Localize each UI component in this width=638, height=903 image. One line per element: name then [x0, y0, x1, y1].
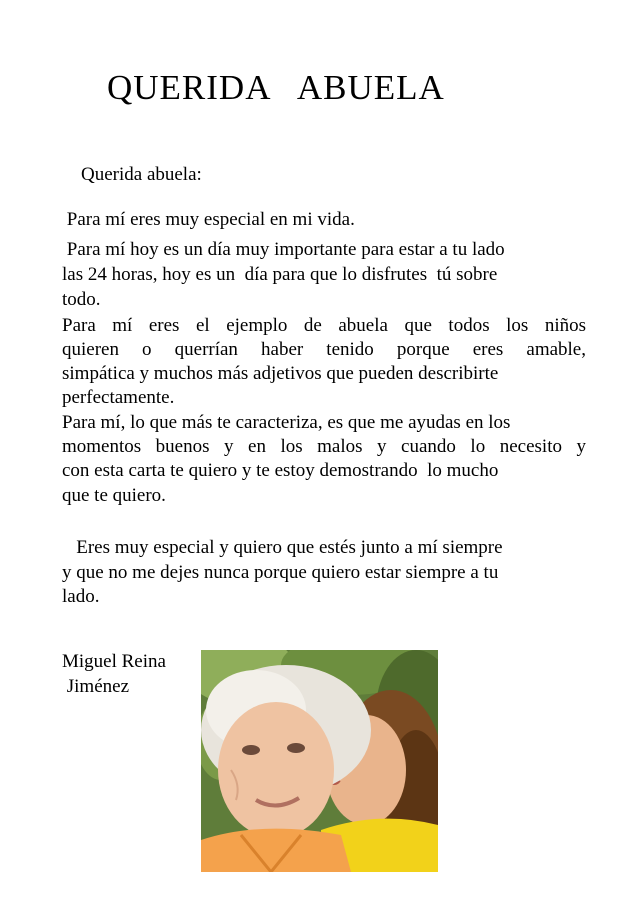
- signature-line-2: Jiménez: [62, 676, 130, 697]
- body-line: momentos buenos y en los malos y cuando lo necesito y: [62, 436, 586, 457]
- body-line: Para mí hoy es un día muy importante para estar a tu lado: [62, 239, 505, 260]
- letter-title: QUERIDA ABUELA: [107, 68, 445, 107]
- body-line: simpática y muchos más adjetivos que pueden describirte: [62, 363, 499, 384]
- body-line: con esta carta te quiero y te estoy demostrando lo mucho: [62, 460, 499, 481]
- body-line: y que no me dejes nunca porque quiero estar siempre a tu: [62, 562, 499, 583]
- body-line: las 24 horas, hoy es un día para que lo disfrutes tú sobre: [62, 264, 498, 285]
- grandmother-granddaughter-photo: [201, 650, 438, 872]
- body-line: quieren o querrían haber tenido porque eres amable,: [62, 339, 586, 360]
- body-line: Para mí eres el ejemplo de abuela que todos los niños: [62, 315, 586, 336]
- body-line: que te quiero.: [62, 485, 166, 506]
- body-line: Para mí eres muy especial en mi vida.: [62, 209, 355, 230]
- body-line: Eres muy especial y quiero que estés junto a mí siempre: [62, 537, 503, 558]
- greeting: Querida abuela:: [81, 164, 202, 185]
- body-line: todo.: [62, 289, 101, 310]
- signature-line-1: Miguel Reina: [62, 651, 166, 672]
- body-line: lado.: [62, 586, 100, 607]
- body-line: Para mí, lo que más te caracteriza, es que me ayudas en los: [62, 412, 511, 433]
- body-line: perfectamente.: [62, 387, 175, 408]
